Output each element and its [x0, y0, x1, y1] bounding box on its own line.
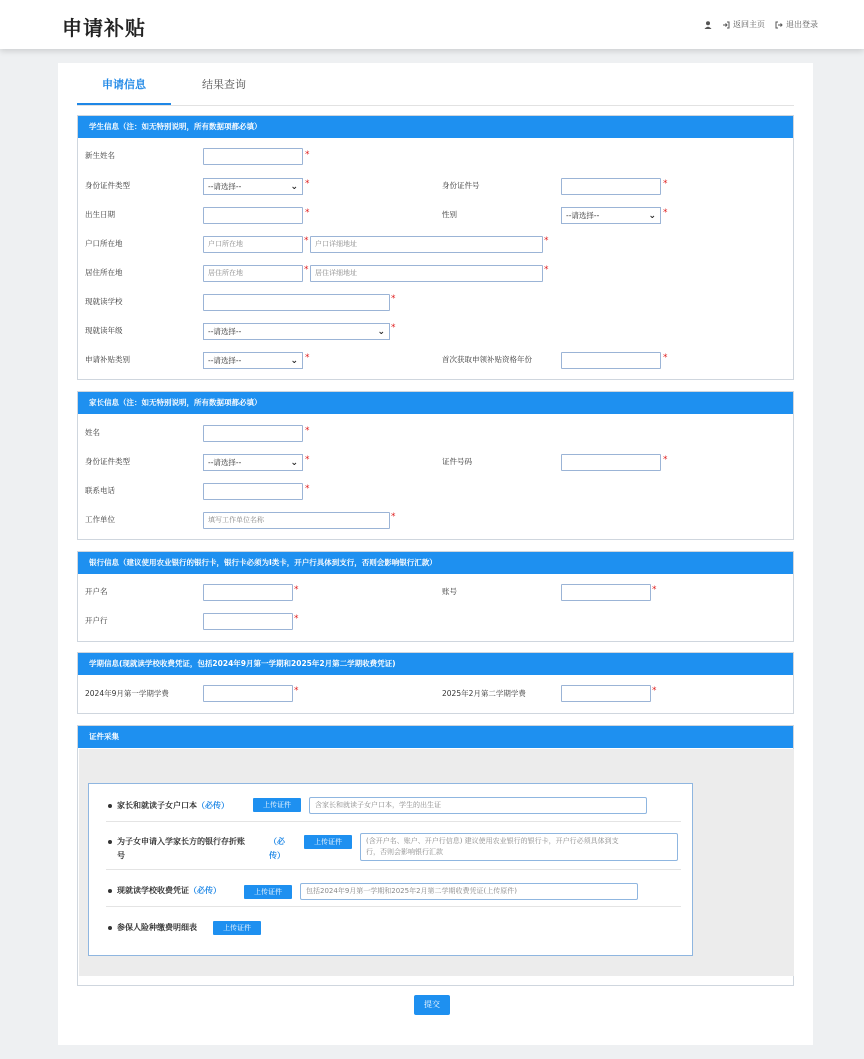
student-school-input[interactable] — [203, 294, 390, 311]
upload-button[interactable]: 上传证件 — [244, 885, 292, 899]
bank-branch-label: 开户行 — [85, 616, 108, 625]
top-links — [704, 19, 818, 30]
required-mark: * — [391, 323, 396, 333]
chevron-down-icon: ⌄ — [290, 458, 298, 468]
required-mark: * — [544, 236, 549, 246]
student-first-year-label: 首次获取申领补贴资格年份 — [442, 355, 532, 364]
required-mark: * — [391, 512, 396, 522]
documents-section-heading: 证件采集 — [78, 726, 793, 748]
student-name-label: 新生姓名 — [85, 151, 115, 160]
doc-item-insurance — [108, 922, 197, 933]
required-mark: * — [391, 294, 396, 304]
divider — [106, 869, 681, 870]
required-mark: * — [294, 585, 299, 595]
tab-result-query[interactable]: 结果查询 — [202, 78, 246, 91]
bullet-icon — [108, 804, 112, 808]
student-first-year-input[interactable] — [561, 352, 661, 369]
parent-id-no-label: 证件号码 — [442, 457, 472, 466]
student-hukou-address-input[interactable]: 户口详细地址 — [310, 236, 543, 253]
student-category-value: --请选择-- — [208, 356, 242, 365]
required-mark: * — [305, 426, 310, 436]
doc-hint — [360, 833, 678, 861]
tuition-fall-input[interactable] — [203, 685, 293, 702]
doc-item-hukou — [108, 800, 229, 811]
student-category-select[interactable] — [203, 352, 303, 369]
student-id-type-label: 身份证件类型 — [85, 181, 130, 190]
bank-section — [77, 551, 794, 642]
submit-button[interactable]: 提交 — [414, 995, 450, 1015]
required-text — [263, 835, 285, 863]
student-grade-select[interactable] — [203, 323, 390, 340]
student-school-label: 现就读学校 — [85, 297, 123, 306]
tab-apply-info[interactable]: 申请信息 — [102, 78, 146, 91]
required-mark: * — [294, 686, 299, 696]
doc-item-tuition-receipt — [108, 885, 221, 896]
student-id-type-value: --请选择-- — [208, 182, 242, 191]
student-hukou-label: 户口所在地 — [85, 239, 123, 248]
student-residence-label: 居住所在地 — [85, 268, 123, 277]
student-id-no-label: 身份证件号 — [442, 181, 480, 190]
tuition-section — [77, 652, 794, 714]
doc-item-title: 参保人险种缴费明细表 — [117, 923, 197, 932]
student-name-input[interactable] — [203, 148, 303, 165]
parent-phone-input[interactable] — [203, 483, 303, 500]
bank-branch-input[interactable] — [203, 613, 293, 630]
tuition-fall-label: 2024年9月第一学期学费 — [85, 689, 169, 698]
student-birth-label: 出生日期 — [85, 210, 115, 219]
parent-id-type-value: --请选择-- — [208, 458, 242, 467]
required-mark: * — [663, 353, 668, 363]
chevron-down-icon: ⌄ — [290, 356, 298, 366]
parent-name-label: 姓名 — [85, 428, 100, 437]
upload-button[interactable]: 上传证件 — [304, 835, 352, 849]
bank-account-input[interactable] — [561, 584, 651, 601]
upload-box — [88, 783, 693, 956]
divider — [106, 906, 681, 907]
student-grade-value: --请选择-- — [208, 327, 242, 336]
required-mark: * — [305, 150, 310, 160]
upload-button[interactable]: 上传证件 — [213, 921, 261, 935]
documents-section — [77, 725, 794, 986]
doc-item-title: 家长和就读子女户口本 — [117, 801, 197, 810]
parent-id-type-label: 身份证件类型 — [85, 457, 130, 466]
student-grade-label: 现就读年级 — [85, 326, 123, 335]
user-icon[interactable] — [704, 21, 712, 29]
student-section — [77, 115, 794, 380]
required-mark: * — [663, 179, 668, 189]
tuition-spring-label: 2025年2月第二学期学费 — [442, 689, 526, 698]
doc-item-title: 现就读学校收费凭证 — [117, 886, 189, 895]
doc-hint-line1: (含开户名、账户、开户行信息) 建议使用农业银行的银行卡，开户行必须具体到支 — [366, 837, 619, 845]
parent-section-heading: 家长信息（注：如无特别说明，所有数据项都必填） — [78, 392, 793, 414]
parent-name-input[interactable] — [203, 425, 303, 442]
required-mark: * — [305, 455, 310, 465]
doc-hint-line2: 行，否则会影响银行汇款 — [366, 848, 443, 856]
page-title: 申请补贴 — [62, 16, 146, 40]
doc-item-title-line2: 号 — [117, 851, 125, 860]
student-residence-address-input[interactable]: 居住详细地址 — [310, 265, 543, 282]
main-card — [58, 63, 813, 1045]
doc-hint: 含家长和就读子女户口本，学生的出生证 — [309, 797, 647, 814]
chevron-down-icon: ⌄ — [648, 211, 656, 221]
home-link[interactable] — [722, 19, 765, 30]
logout-link-label: 退出登录 — [786, 20, 818, 29]
tuition-section-heading: 学期信息(现就读学校收费凭证，包括2024年9月第一学期和2025年2月第二学期收费凭证) — [78, 653, 793, 675]
parent-id-no-input[interactable] — [561, 454, 661, 471]
home-link-label: 返回主页 — [733, 20, 765, 29]
divider — [106, 821, 681, 822]
active-tab-indicator — [77, 103, 171, 105]
required-text: （必传） — [189, 886, 221, 895]
student-id-no-input[interactable] — [561, 178, 661, 195]
tab-bar — [77, 63, 794, 106]
upload-button[interactable]: 上传证件 — [253, 798, 301, 812]
parent-id-type-select[interactable] — [203, 454, 303, 471]
parent-phone-label: 联系电话 — [85, 486, 115, 495]
bank-section-heading: 银行信息（建议使用农业银行的银行卡，银行卡必须为I类卡，开户行具体到支行，否则会影响银行汇款） — [78, 552, 793, 574]
chevron-down-icon: ⌄ — [290, 182, 298, 192]
parent-work-input[interactable]: 填写工作单位名称 — [203, 512, 390, 529]
required-mark: * — [305, 208, 310, 218]
tuition-spring-input[interactable] — [561, 685, 651, 702]
doc-item-bankbook — [108, 835, 268, 863]
parent-work-label: 工作单位 — [85, 515, 115, 524]
bullet-icon — [108, 840, 112, 844]
chevron-down-icon: ⌄ — [377, 327, 385, 337]
required-mark: * — [544, 265, 549, 275]
required-mark: * — [305, 179, 310, 189]
required-text: （必传） — [197, 801, 229, 810]
doc-hint: 包括2024年9月第一学期和2025年2月第二学期收费凭证(上传原件) — [300, 883, 638, 900]
required-mark: * — [304, 236, 309, 246]
student-id-type-select[interactable] — [203, 178, 303, 195]
required-mark: * — [663, 208, 668, 218]
logout-link[interactable] — [775, 19, 818, 30]
student-section-heading: 学生信息（注：如无特别说明，所有数据项都必填） — [78, 116, 793, 138]
parent-section — [77, 391, 794, 540]
bullet-icon — [108, 926, 112, 930]
required-mark: * — [305, 484, 310, 494]
required-text-part1: （必 — [269, 837, 285, 846]
sign-in-icon — [722, 21, 730, 29]
student-category-label: 申请补贴类别 — [85, 355, 130, 364]
required-text-part2: 传） — [269, 851, 285, 860]
bank-account-label: 账号 — [442, 587, 457, 596]
sign-out-icon — [775, 21, 783, 29]
bullet-icon — [108, 889, 112, 893]
bank-holder-label: 开户名 — [85, 587, 108, 596]
bank-holder-input[interactable] — [203, 584, 293, 601]
student-hukou-region-input[interactable]: 户口所在地 — [203, 236, 303, 253]
student-birth-input[interactable] — [203, 207, 303, 224]
required-mark: * — [652, 585, 657, 595]
required-mark: * — [663, 455, 668, 465]
upload-area — [79, 749, 794, 976]
top-bar — [0, 0, 864, 49]
required-mark: * — [304, 265, 309, 275]
required-mark: * — [652, 686, 657, 696]
student-gender-label: 性别 — [442, 210, 457, 219]
required-mark: * — [294, 614, 299, 624]
doc-item-title-line1: 为子女申请入学家长方的银行存折账 — [117, 837, 245, 846]
student-residence-region-input[interactable]: 居住所在地 — [203, 265, 303, 282]
student-gender-select[interactable] — [561, 207, 661, 224]
required-mark: * — [305, 353, 310, 363]
student-gender-value: --请选择-- — [566, 211, 600, 220]
